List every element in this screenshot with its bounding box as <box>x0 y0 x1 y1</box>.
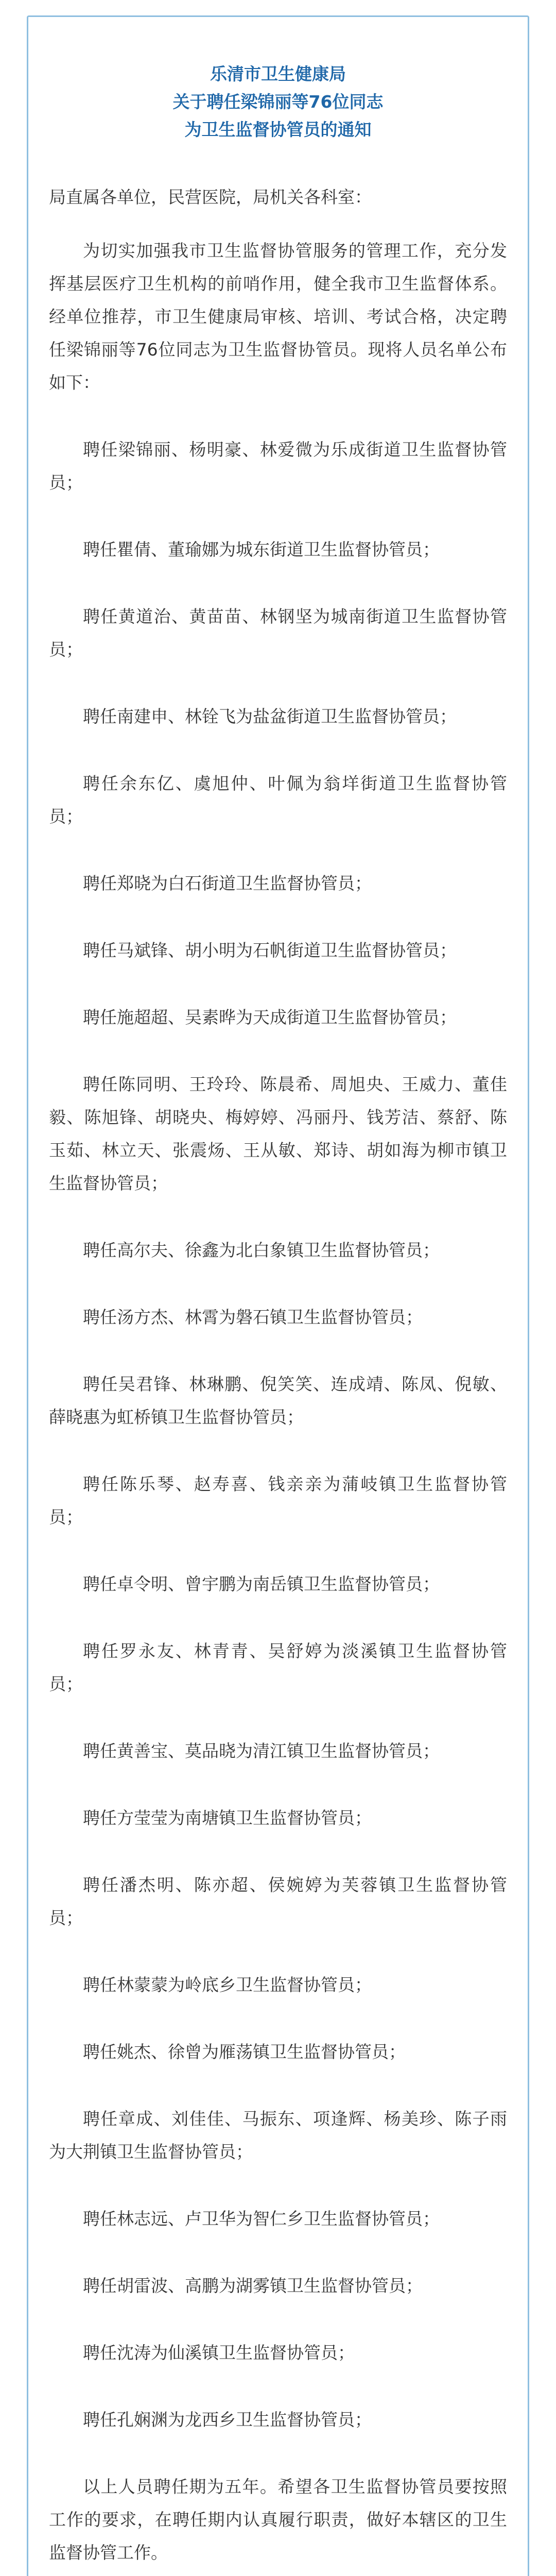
appointment-item: 聘任潘杰明、陈亦超、侯婉婷为芙蓉镇卫生监督协管员； <box>49 1875 507 1928</box>
appointment-item: 聘任梁锦丽、杨明豪、林爱微为乐成街道卫生监督协管员； <box>49 439 507 493</box>
appointment-item: 聘任陈乐琴、赵寿喜、钱亲亲为蒲岐镇卫生监督协管员； <box>49 1474 507 1527</box>
appointment-item: 聘任卓令明、曾宇鹏为南岳镇卫生监督协管员； <box>83 1574 440 1594</box>
intro-paragraph: 为切实加强我市卫生监督协管服务的管理工作，充分发挥基层医疗卫生机构的前哨作用，健全我市卫生监督体系。经单位推荐，市卫生健康局审核、培训、考试合格，决定聘任梁锦丽等76位同志为卫生监督协管员。现将人员名单公布如下： <box>49 241 507 393</box>
appointment-item: 聘任南建申、林铨飞为盐盆街道卫生监督协管员； <box>83 706 457 726</box>
appointment-item: 聘任章成、刘佳佳、马振东、项逢辉、杨美珍、陈子雨为大荆镇卫生监督协管员； <box>49 2109 507 2162</box>
appointment-item: 聘任马斌锋、胡小明为石帆街道卫生监督协管员； <box>83 940 457 960</box>
appointment-item: 聘任郑晓为白石街道卫生监督协管员； <box>83 873 372 893</box>
appointment-item: 聘任施超超、吴素晔为天成街道卫生监督协管员； <box>83 1007 457 1027</box>
appointment-item: 聘任孔娴渊为龙西乡卫生监督协管员； <box>83 2410 372 2430</box>
appointment-item: 聘任沈涛为仙溪镇卫生监督协管员； <box>83 2343 355 2363</box>
appointment-item: 聘任黄善宝、莫品晓为清江镇卫生监督协管员； <box>83 1741 440 1761</box>
appointment-item: 聘任高尔夫、徐鑫为北白象镇卫生监督协管员； <box>83 1240 440 1260</box>
appointment-item: 聘任陈同明、王玲玲、陈晨希、周旭央、王威力、董佳毅、陈旭锋、胡晓央、梅婷婷、冯丽丹、钱芳洁、蔡舒、陈玉茹、林立天、张震炀、王从敏、郑诗、胡如海为柳市镇卫生监督协管员； <box>49 1074 507 1193</box>
closing-paragraph: 以上人员聘任期为五年。希望各卫生监督协管员要按照工作的要求，在聘任期内认真履行职责，做好本辖区的卫生监督协管工作。 <box>49 2477 507 2563</box>
appointment-list <box>49 433 507 2436</box>
appointment-item: 聘任林蒙蒙为岭底乡卫生监督协管员； <box>83 1975 372 1995</box>
title-line: 关于聘任梁锦丽等76位同志 <box>172 92 384 112</box>
appointment-item: 聘任黄道治、黄苗苗、林钢坚为城南街道卫生监督协管员； <box>49 606 507 659</box>
appointment-item: 聘任瞿倩、董瑜娜为城东街道卫生监督协管员； <box>83 539 440 560</box>
appointment-item: 聘任方莹莹为南塘镇卫生监督协管员； <box>83 1808 372 1828</box>
notice-title <box>49 60 507 144</box>
appointment-item: 聘任林志远、卢卫华为智仁乡卫生监督协管员； <box>83 2209 440 2229</box>
appointment-item: 聘任胡雷波、高鹏为湖雾镇卫生监督协管员； <box>83 2276 423 2296</box>
title-line: 乐清市卫生健康局 <box>210 64 346 84</box>
appointment-item: 聘任余东亿、虞旭仲、叶佩为翁垟街道卫生监督协管员； <box>49 773 507 826</box>
notice-card <box>27 15 529 2576</box>
appointment-item: 聘任吴君锋、林琳鹏、倪笑笑、连成靖、陈凤、倪敏、薛晓惠为虹桥镇卫生监督协管员； <box>49 1374 507 1427</box>
appointment-item: 聘任罗永友、林青青、吴舒婷为淡溪镇卫生监督协管员； <box>49 1641 507 1694</box>
salutation: 局直属各单位，民营医院，局机关各科室： <box>49 187 372 207</box>
appointment-item: 聘任汤方杰、林霄为磐石镇卫生监督协管员； <box>83 1307 423 1327</box>
appointment-item: 聘任姚杰、徐曾为雁荡镇卫生监督协管员； <box>83 2042 406 2062</box>
title-line: 为卫生监督协管员的通知 <box>184 120 372 140</box>
